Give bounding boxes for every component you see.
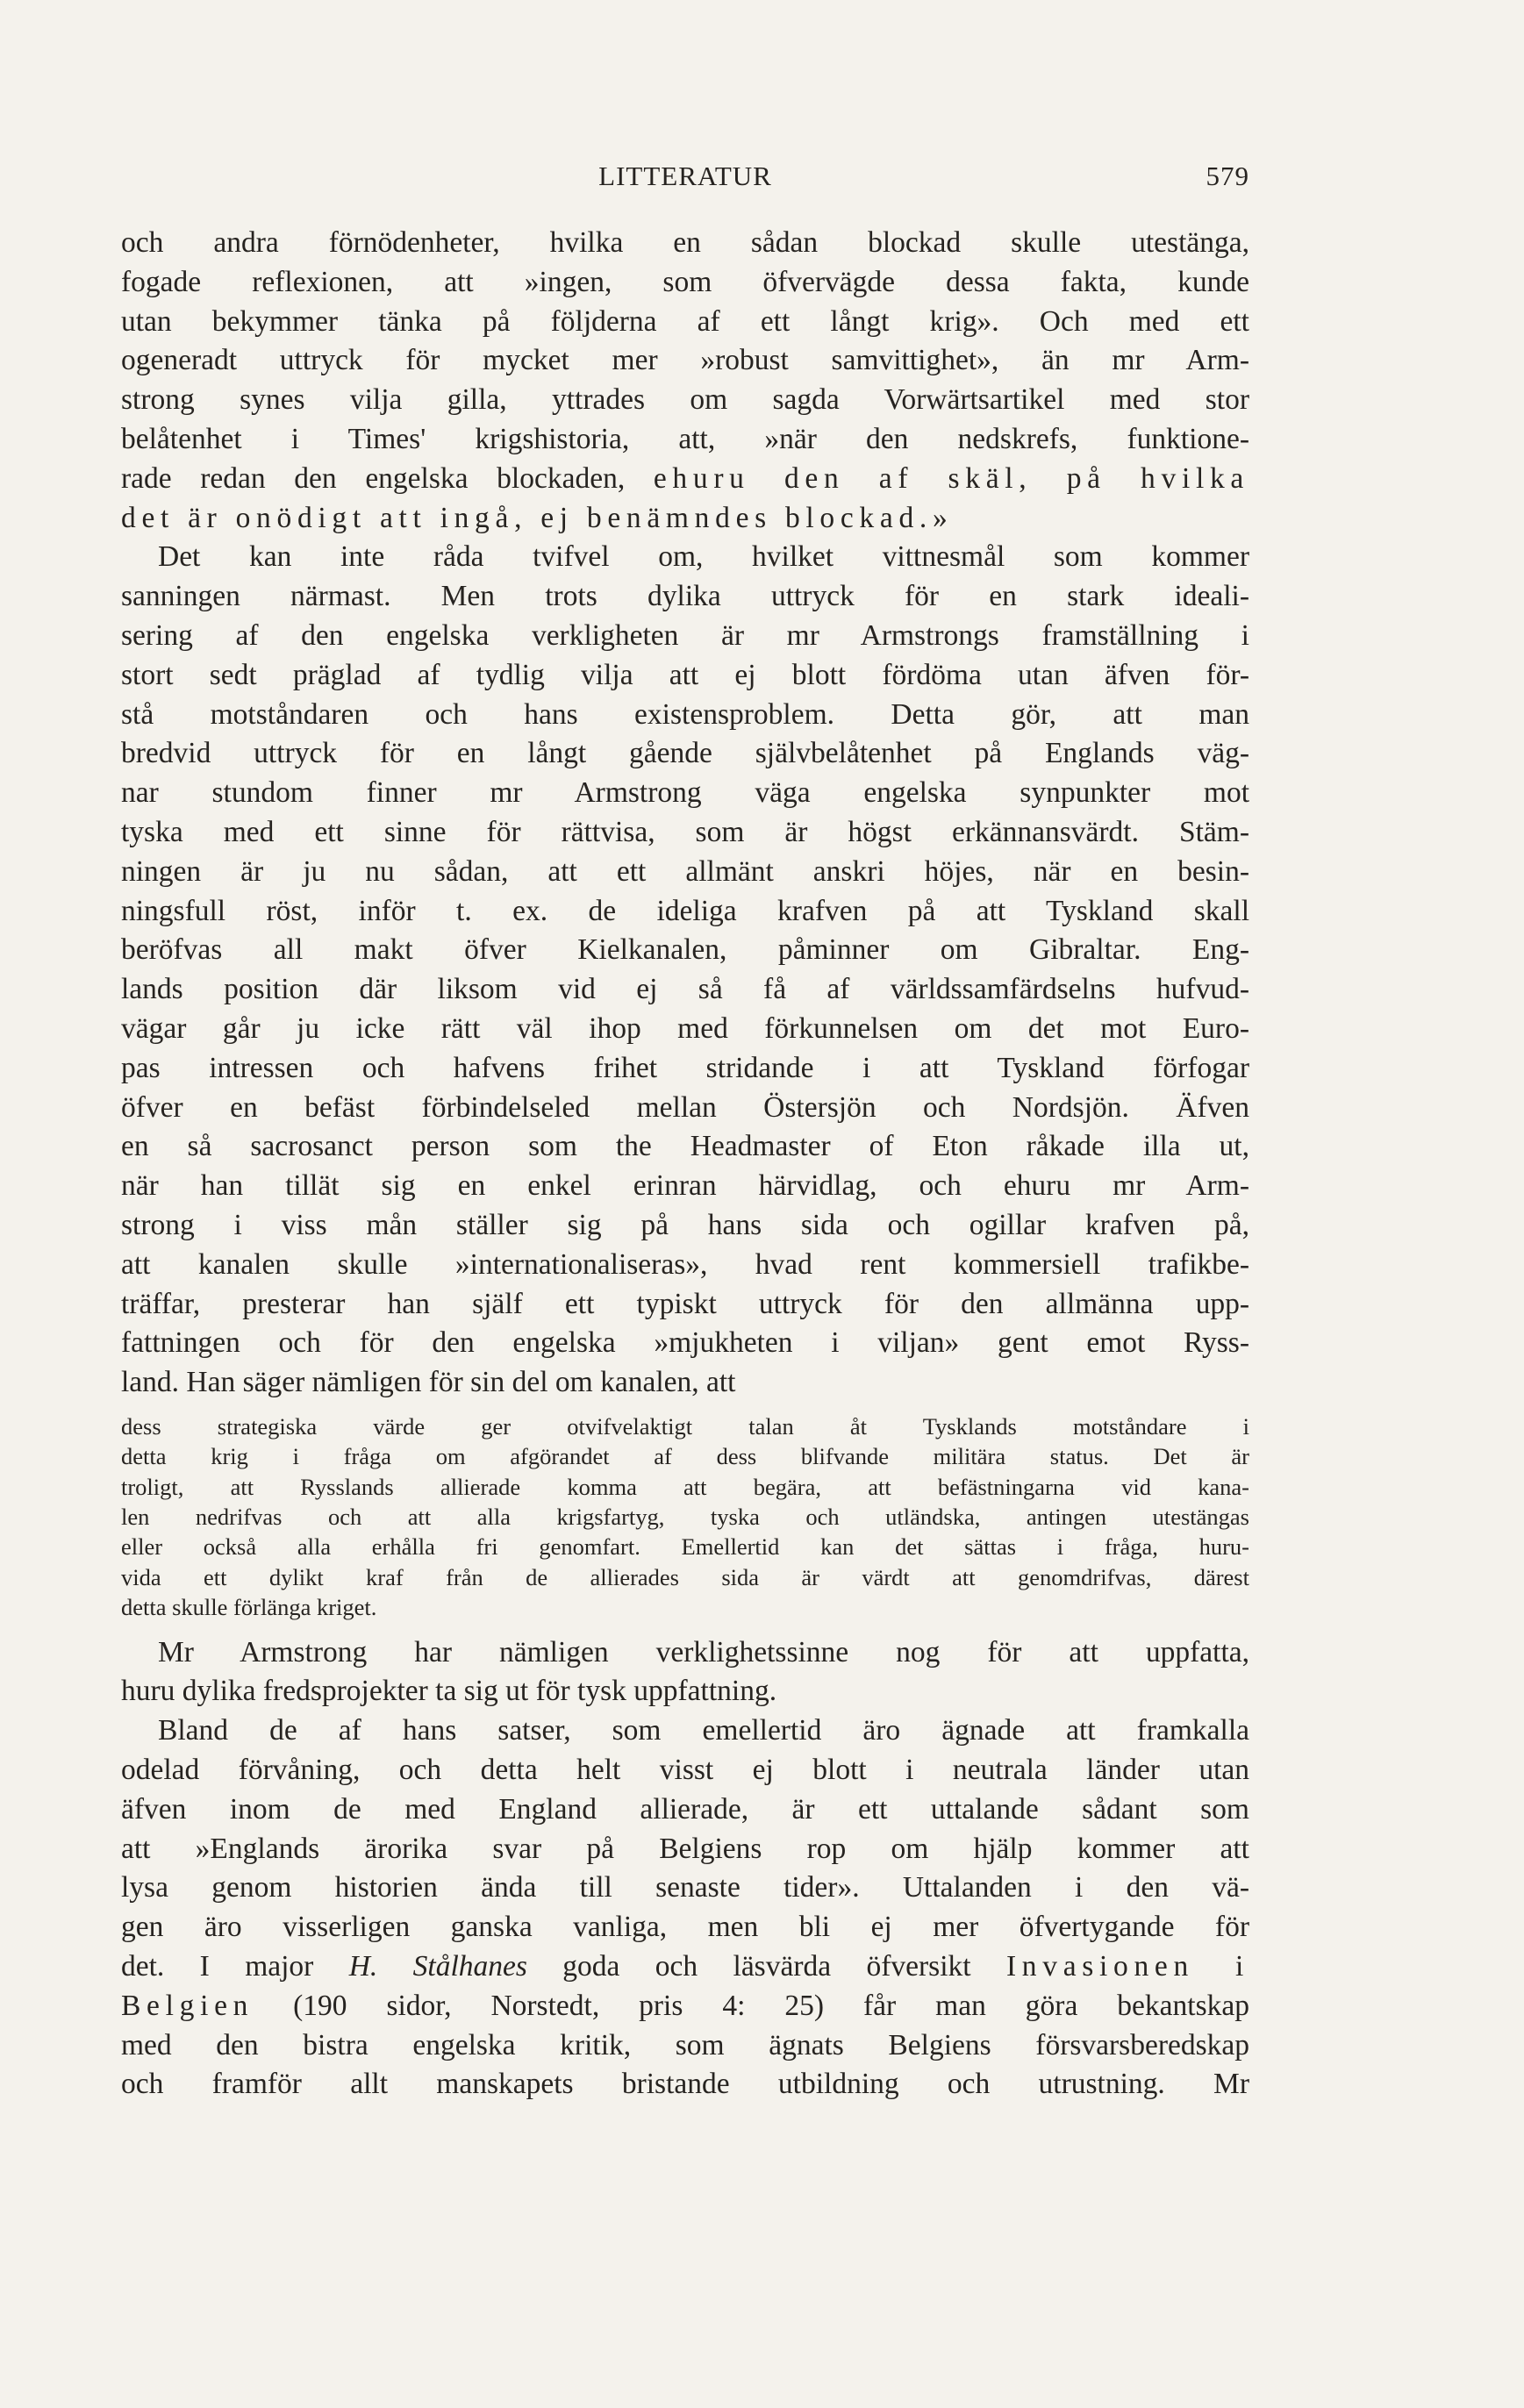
text-line <box>121 1987 1249 2026</box>
paragraph-1 <box>121 224 1249 538</box>
quote-line: eller också alla erhålla fri genomfart. Emellertid kan det sättas i fråga, huru- <box>121 1533 1249 1561</box>
text-line: med den bistra engelska kritik, som ägnats Belgiens försvarsberedskap <box>121 2028 1249 2061</box>
text-segment: (190 sidor, Norstedt, pris 4: 25) får man göra bekantskap <box>254 1989 1249 2022</box>
text-line: lands position där liksom vid ej så få af världssamfärdselns hufvud- <box>121 973 1249 1006</box>
text-line: land. Han säger nämligen för sin del om kanalen, att <box>121 1366 736 1399</box>
text-line: nar stundom finner mr Armstrong väga engelska synpunkter mot <box>121 776 1249 810</box>
text-line: beröfvas all makt öfver Kielkanalen, påminner om Gibraltar. Eng- <box>121 933 1249 967</box>
text-line: Bland de af hans satser, som emellertid äro ägnade att framkalla <box>158 1714 1249 1747</box>
spaced-emphasis: ehuru den af skäl, på hvilka <box>653 461 1249 495</box>
text-line: Det kan inte råda tvifvel om, hvilket vittnesmål som kommer <box>158 540 1249 574</box>
text-segment: » <box>932 501 948 534</box>
text-line: Mr Armstrong har nämligen verklighetssinne nog för att uppfatta, <box>158 1635 1249 1668</box>
quote-line: detta krig i fråga om afgörandet af dess blifvande militära status. Det är <box>121 1443 1249 1470</box>
text-line: fattningen och för den engelska »mjukheten i viljan» gent emot Ryss- <box>121 1326 1249 1360</box>
text-line: strong i viss mån ställer sig på hans sida och ogillar krafven på, <box>121 1208 1249 1241</box>
text-line <box>121 499 1249 539</box>
text-line: och framför allt manskapets bristande utbildning och utrustning. Mr <box>121 2068 1249 2101</box>
text-line: ogeneradt uttryck för mycket mer »robust samvittighet», än mr Arm- <box>121 344 1249 377</box>
text-line <box>121 460 1249 499</box>
paragraph-2 <box>121 538 1249 1403</box>
paragraph-4 <box>121 1711 1249 2104</box>
spaced-emphasis: det är onödigt att ingå, ej benämndes blockad. <box>121 501 933 534</box>
text-line: fogade reflexionen, att »ingen, som öfvervägde dessa fakta, kunde <box>121 265 1249 298</box>
text-line: och andra förnödenheter, hvilka en sådan blockad skulle utestänga, <box>121 226 1249 259</box>
text-line: att kanalen skulle »internationaliseras», hvad rent kommersiell trafikbe- <box>121 1247 1249 1281</box>
text-line: sering af den engelska verkligheten är mr Armstrongs framställning i <box>121 618 1249 652</box>
text-line: stort sedt präglad af tydlig vilja att ej blott fördöma utan äfven för- <box>121 658 1249 691</box>
block-quotation <box>121 1411 1249 1623</box>
text-line: vägar går ju icke rätt väl ihop med förkunnelsen om det mot Euro- <box>121 1011 1249 1045</box>
text-line: äfven inom de med England allierade, är ett uttalande sådant som <box>121 1792 1249 1826</box>
text-line: ningsfull röst, inför t. ex. de ideliga krafven på att Tyskland skall <box>121 894 1249 927</box>
running-head <box>121 161 1249 196</box>
text-line: utan bekymmer tänka på följderna af ett långt krig». Och med ett <box>121 304 1249 338</box>
quote-line: dess strategiska värde ger otvifvelaktigt talan åt Tysklands motståndare i <box>121 1412 1249 1440</box>
text-line: odelad förvåning, och detta helt visst ej blott i neutrala länder utan <box>121 1754 1249 1787</box>
quote-line: vida ett dylikt kraf från de allierades sida är värdt att genomdrifvas, därest <box>121 1563 1249 1590</box>
text-line: när han tillät sig en enkel erinran härvidlag, och ehuru mr Arm- <box>121 1169 1249 1203</box>
text-line: öfver en befäst förbindelseled mellan Östersjön och Nordsjön. Äfven <box>121 1090 1249 1124</box>
text-segment: det. I major <box>121 1950 349 1983</box>
book-title-spaced: Invasionen i <box>1005 1950 1249 1983</box>
quote-line: len nedrifvas och att alla krigsfartyg, tyska och utländska, antingen utestängas <box>121 1504 1249 1531</box>
text-line: en så sacrosanct person som the Headmaster of Eton råkade illa ut, <box>121 1130 1249 1163</box>
text-line: huru dylika fredsprojekter ta sig ut för tysk uppfattning. <box>121 1675 777 1708</box>
running-title: LITTERATUR <box>598 161 772 191</box>
text-line: bredvid uttryck för en långt gående självbelåtenhet på Englands väg- <box>121 737 1249 770</box>
page-number: 579 <box>1206 161 1249 191</box>
text-segment: goda och läsvärda öfversikt <box>526 1950 1006 1983</box>
text-line: att »Englands ärorika svar på Belgiens rop om hjälp kommer att <box>121 1832 1249 1865</box>
text-line: belåtenhet i Times' krigshistoria, att, »när den nedskrefs, funktione- <box>121 422 1249 455</box>
author-name: H. Stålhanes <box>348 1950 527 1983</box>
paragraph-3 <box>121 1633 1249 1712</box>
text-line: ningen är ju nu sådan, att ett allmänt anskri höjes, när en besin- <box>121 854 1249 888</box>
book-title-spaced: Belgien <box>121 1989 254 2022</box>
text-segment: rade redan den engelska blockaden, <box>121 461 654 495</box>
text-line: lysa genom historien ända till senaste tider». Uttalanden i den vä- <box>121 1871 1249 1904</box>
body-text <box>121 224 1249 2104</box>
text-line: gen äro visserligen ganska vanliga, men bli ej mer öfvertygande för <box>121 1911 1249 1944</box>
text-line: strong synes vilja gilla, yttrades om sagda Vorwärtsartikel med stor <box>121 383 1249 417</box>
text-line: sanningen närmast. Men trots dylika uttryck för en stark ideali- <box>121 580 1249 613</box>
text-line: pas intressen och hafvens frihet stridande i att Tyskland förfogar <box>121 1051 1249 1084</box>
text-line: stå motståndaren och hans existensproblem. Detta gör, att man <box>121 697 1249 731</box>
quote-line: detta skulle förlänga kriget. <box>121 1594 377 1621</box>
text-line <box>121 1947 1249 1987</box>
text-line: tyska med ett sinne för rättvisa, som är högst erkännansvärdt. Stäm- <box>121 815 1249 848</box>
text-line: träffar, presterar han själf ett typiskt uttryck för den allmänna upp- <box>121 1287 1249 1320</box>
quote-line: troligt, att Rysslands allierade komma att begära, att befästningarna vid kana- <box>121 1473 1249 1500</box>
